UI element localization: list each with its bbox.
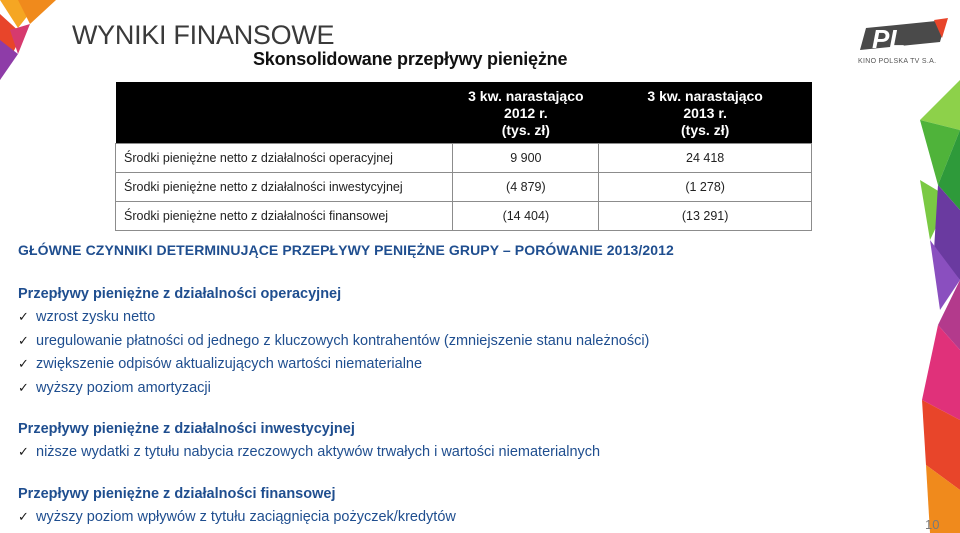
financing-section-title: Przepływy pieniężne z działalności finansowej [18,486,336,502]
table-header-row [116,82,812,144]
table-header-2012: 3 kw. narastająco 2012 r. (tys. zł) [453,82,599,144]
table-row [116,144,812,173]
operating-section-title: Przepływy pieniężne z działalności operacyjnej [18,286,342,302]
value-2012: (14 404) [453,202,599,231]
table-row [116,202,812,231]
checkmark-icon: ✓ [18,309,29,324]
checkmark-icon: ✓ [18,356,29,371]
page-number: 10 [925,517,940,532]
corner-decoration-left [0,0,60,80]
list-item: ✓ wyższy poziom wpływów z tytułu zaciągnięcia pożyczek/kredytów [18,505,456,529]
checkmark-icon: ✓ [18,444,29,459]
cash-flow-table [115,82,812,231]
operating-section [18,283,649,399]
side-decoration-right [900,80,960,533]
drivers-heading: GŁÓWNE CZYNNIKI DETERMINUJĄCE PRZEPŁYWY PENIĘŻNE GRUPY – PORÓWANIE 2013/2012 [18,242,674,258]
investing-section [18,418,600,464]
value-2012: 9 900 [453,144,599,173]
value-2013: (13 291) [599,202,812,231]
value-2013: 24 418 [599,144,812,173]
table-header-2013: 3 kw. narastająco 2013 r. (tys. zł) [599,82,812,144]
page-title: WYNIKI FINANSOWE [72,20,335,50]
value-2012: (4 879) [453,173,599,202]
row-label: Środki pieniężne netto z działalności finansowej [116,202,453,231]
logo-mark: PL [872,24,906,54]
checkmark-icon: ✓ [18,332,29,348]
financing-section [18,483,456,529]
investing-section-title: Przepływy pieniężne z działalności inwestycyjnej [18,421,355,437]
list-item: ✓ wyższy poziom amortyzacji [18,376,649,400]
page-subtitle: Skonsolidowane przepływy pieniężne [253,49,568,69]
list-item: ✓ wzrost zysku netto [18,305,649,329]
value-2013: (1 278) [599,173,812,202]
checkmark-icon: ✓ [18,379,29,395]
row-label: Środki pieniężne netto z działalności inwestycyjnej [116,173,453,202]
table-row [116,173,812,202]
table-header-blank [116,82,453,144]
list-item: ✓ niższe wydatki z tytułu nabycia rzeczowych aktywów trwałych i wartości niematerialnych [18,440,600,464]
checkmark-icon: ✓ [18,509,29,524]
row-label: Środki pieniężne netto z działalności operacyjnej [116,144,453,173]
logo-caption: KINO POLSKA TV S.A. [858,58,937,65]
list-item: ✓ uregulowanie płatności od jednego z kluczowych kontrahentów (zmniejszenie stanu należności) [18,329,649,353]
list-item: ✓ zwiększenie odpisów aktualizujących wartości niematerialne [18,352,649,376]
